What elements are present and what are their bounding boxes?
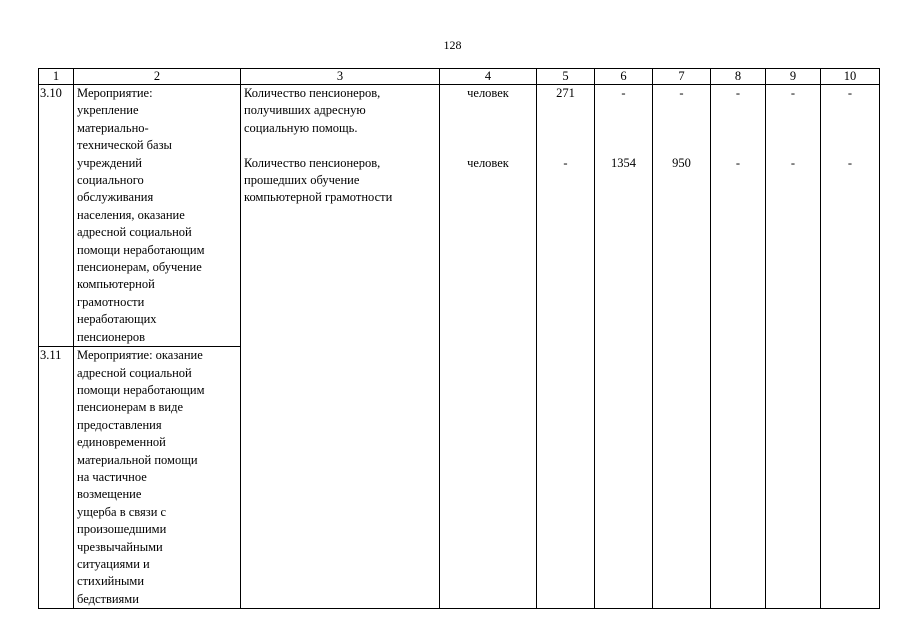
activity-line: предоставления [77,417,162,432]
activity-description [74,85,241,347]
activity-line: пенсионерам в виде [77,400,184,415]
activity-line: учреждений [77,155,142,170]
value: - [847,86,853,100]
activity-line: населения, оказание [77,207,185,222]
activity-line: социального [77,173,144,188]
table-row [39,85,880,347]
unit-value: человек [467,86,509,100]
activity-line: неработающих [77,312,157,327]
value: - [847,155,853,170]
indicator-line: социальную помощь. [244,120,358,135]
activity-line: адресной социальной [77,225,192,240]
activity-line: грамотности [77,294,145,309]
activity-line: обслуживания [77,190,154,205]
activity-line: произошедшими [77,522,167,537]
activity-description [74,347,241,609]
column-header: 10 [821,69,880,85]
activity-line: компьютерной [77,277,155,292]
unit-cell [440,85,537,609]
table-header-row [39,69,880,85]
value: - [679,86,684,100]
value: 950 [672,155,691,170]
column-header: 2 [74,69,241,85]
activity-line: материальной помощи [77,452,198,467]
column-header: 9 [766,69,821,85]
value-cell-8 [711,85,766,609]
column-header: 4 [440,69,537,85]
measures-table [38,68,880,609]
value: - [621,86,626,100]
indicator-line: компьютерной грамотности [244,190,393,205]
row-number: 3.10 [39,85,74,347]
indicator-names [241,85,440,609]
value: - [790,86,796,100]
activity-line: чрезвычайными [77,539,163,554]
unit-value: человек [467,155,509,170]
activity-line: помощи неработающим [77,382,205,397]
value-cell-9 [766,85,821,609]
indicator-line: получивших адресную [244,103,366,118]
activity-line: помощи неработающим [77,242,205,257]
activity-line: стихийными [77,574,145,589]
activity-line: возмещение [77,487,142,502]
activity-line: Мероприятие: оказание [77,348,203,363]
column-header: 3 [241,69,440,85]
row-number: 3.11 [39,347,74,609]
activity-line: Мероприятие: [77,86,153,100]
value: - [563,155,568,170]
column-header: 6 [595,69,653,85]
column-header: 5 [537,69,595,85]
value-cell-5 [537,85,595,609]
value: - [735,155,741,170]
activity-line: пенсионерам, обучение [77,260,202,275]
activity-line: укрепление [77,103,139,118]
value: - [735,86,741,100]
value: - [790,155,796,170]
value-cell-7 [653,85,711,609]
value: 1354 [611,155,636,170]
activity-line: материально- [77,120,149,135]
activity-line: адресной социальной [77,365,192,380]
indicator-line: прошедших обучение [244,173,360,188]
page-number: 128 [443,38,462,52]
indicator-line: Количество пенсионеров, [244,86,381,100]
column-header: 8 [711,69,766,85]
activity-line: единовременной [77,435,166,450]
value: 271 [556,86,575,100]
activity-line: технической базы [77,138,172,153]
activity-line: ситуациями и [77,556,150,571]
activity-line: пенсионеров [77,329,146,344]
column-header: 7 [653,69,711,85]
indicator-line: Количество пенсионеров, [244,155,381,170]
activity-line: бедствиями [77,591,139,606]
column-header: 1 [39,69,74,85]
activity-line: на частичное [77,469,147,484]
value-cell-10 [821,85,880,609]
activity-line: ущерба в связи с [77,504,167,519]
value-cell-6 [595,85,653,609]
